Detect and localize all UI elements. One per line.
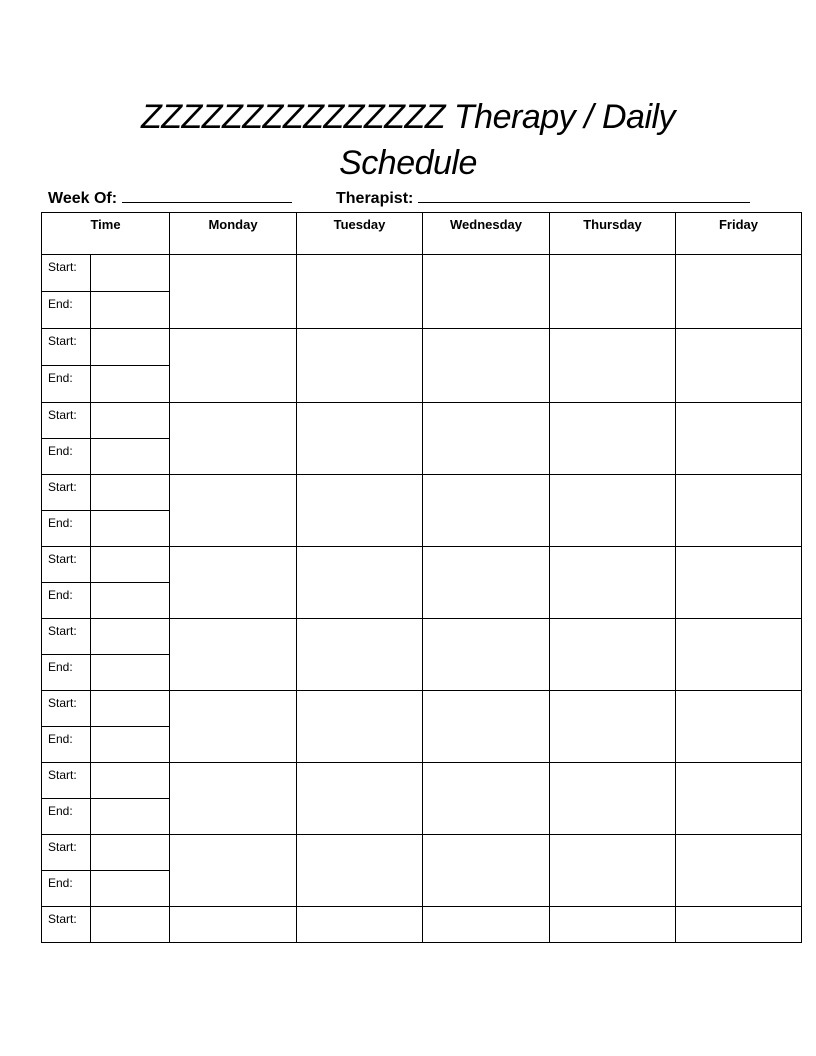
end-label: End:	[42, 292, 91, 329]
tuesday-cell[interactable]	[297, 691, 423, 763]
thursday-cell[interactable]	[550, 255, 676, 329]
monday-cell[interactable]	[170, 835, 297, 907]
wednesday-cell[interactable]	[423, 619, 550, 691]
thursday-cell[interactable]	[550, 329, 676, 403]
table-row	[42, 691, 802, 727]
start-time-cell[interactable]	[91, 255, 170, 292]
title-line-1: ZZZZZZZZZZZZZZZ Therapy / Daily	[140, 98, 676, 136]
therapist-label: Therapist:	[336, 190, 414, 207]
schedule-table	[41, 212, 802, 943]
wednesday-cell[interactable]	[423, 835, 550, 907]
end-time-cell[interactable]	[91, 655, 170, 691]
table-row	[42, 763, 802, 799]
monday-cell[interactable]	[170, 255, 297, 329]
monday-cell[interactable]	[170, 691, 297, 763]
friday-cell[interactable]	[676, 619, 802, 691]
monday-cell[interactable]	[170, 329, 297, 403]
end-time-cell[interactable]	[91, 366, 170, 403]
page-title	[100, 94, 716, 186]
thursday-cell[interactable]	[550, 907, 676, 943]
friday-cell[interactable]	[676, 475, 802, 547]
start-time-cell[interactable]	[91, 475, 170, 511]
therapist-field	[336, 188, 750, 208]
start-label: Start:	[42, 547, 91, 583]
start-label: Start:	[42, 907, 91, 943]
wednesday-cell[interactable]	[423, 691, 550, 763]
end-time-cell[interactable]	[91, 439, 170, 475]
wednesday-cell[interactable]	[423, 907, 550, 943]
col-header-tuesday: Tuesday	[297, 213, 423, 255]
start-time-cell[interactable]	[91, 763, 170, 799]
start-label: Start:	[42, 403, 91, 439]
wednesday-cell[interactable]	[423, 763, 550, 835]
monday-cell[interactable]	[170, 547, 297, 619]
table-row	[42, 619, 802, 655]
week-of-field	[48, 188, 292, 208]
thursday-cell[interactable]	[550, 691, 676, 763]
tuesday-cell[interactable]	[297, 547, 423, 619]
thursday-cell[interactable]	[550, 403, 676, 475]
start-label: Start:	[42, 619, 91, 655]
end-label: End:	[42, 727, 91, 763]
start-label: Start:	[42, 329, 91, 366]
end-label: End:	[42, 799, 91, 835]
friday-cell[interactable]	[676, 403, 802, 475]
start-label: Start:	[42, 691, 91, 727]
table-row	[42, 835, 802, 871]
start-time-cell[interactable]	[91, 907, 170, 943]
monday-cell[interactable]	[170, 763, 297, 835]
tuesday-cell[interactable]	[297, 619, 423, 691]
table-row	[42, 475, 802, 511]
wednesday-cell[interactable]	[423, 475, 550, 547]
wednesday-cell[interactable]	[423, 329, 550, 403]
tuesday-cell[interactable]	[297, 403, 423, 475]
end-time-cell[interactable]	[91, 583, 170, 619]
col-header-wednesday: Wednesday	[423, 213, 550, 255]
end-time-cell[interactable]	[91, 292, 170, 329]
thursday-cell[interactable]	[550, 835, 676, 907]
end-time-cell[interactable]	[91, 799, 170, 835]
wednesday-cell[interactable]	[423, 255, 550, 329]
end-label: End:	[42, 366, 91, 403]
start-label: Start:	[42, 763, 91, 799]
col-header-monday: Monday	[170, 213, 297, 255]
start-label: Start:	[42, 835, 91, 871]
col-header-time: Time	[42, 213, 170, 255]
monday-cell[interactable]	[170, 907, 297, 943]
table-row	[42, 403, 802, 439]
start-time-cell[interactable]	[91, 691, 170, 727]
tuesday-cell[interactable]	[297, 255, 423, 329]
end-label: End:	[42, 871, 91, 907]
monday-cell[interactable]	[170, 403, 297, 475]
week-of-blank[interactable]	[122, 188, 292, 203]
week-of-label: Week Of:	[48, 190, 118, 207]
thursday-cell[interactable]	[550, 619, 676, 691]
start-label: Start:	[42, 255, 91, 292]
therapist-blank[interactable]	[418, 188, 750, 203]
end-label: End:	[42, 583, 91, 619]
friday-cell[interactable]	[676, 835, 802, 907]
start-time-cell[interactable]	[91, 403, 170, 439]
end-label: End:	[42, 439, 91, 475]
friday-cell[interactable]	[676, 907, 802, 943]
tuesday-cell[interactable]	[297, 907, 423, 943]
title-line-2: Schedule	[339, 144, 477, 182]
table-row	[42, 547, 802, 583]
tuesday-cell[interactable]	[297, 475, 423, 547]
tuesday-cell[interactable]	[297, 763, 423, 835]
thursday-cell[interactable]	[550, 475, 676, 547]
friday-cell[interactable]	[676, 329, 802, 403]
friday-cell[interactable]	[676, 691, 802, 763]
friday-cell[interactable]	[676, 763, 802, 835]
wednesday-cell[interactable]	[423, 403, 550, 475]
wednesday-cell[interactable]	[423, 547, 550, 619]
end-time-cell[interactable]	[91, 727, 170, 763]
table-row	[42, 907, 802, 943]
tuesday-cell[interactable]	[297, 329, 423, 403]
monday-cell[interactable]	[170, 619, 297, 691]
start-time-cell[interactable]	[91, 329, 170, 366]
col-header-friday: Friday	[676, 213, 802, 255]
end-time-cell[interactable]	[91, 871, 170, 907]
thursday-cell[interactable]	[550, 547, 676, 619]
table-row	[42, 329, 802, 366]
start-time-cell[interactable]	[91, 619, 170, 655]
tuesday-cell[interactable]	[297, 835, 423, 907]
friday-cell[interactable]	[676, 547, 802, 619]
start-label: Start:	[42, 475, 91, 511]
header-fields	[48, 188, 768, 212]
start-time-cell[interactable]	[91, 547, 170, 583]
end-label: End:	[42, 655, 91, 691]
monday-cell[interactable]	[170, 475, 297, 547]
thursday-cell[interactable]	[550, 763, 676, 835]
start-time-cell[interactable]	[91, 835, 170, 871]
col-header-thursday: Thursday	[550, 213, 676, 255]
end-time-cell[interactable]	[91, 511, 170, 547]
end-label: End:	[42, 511, 91, 547]
friday-cell[interactable]	[676, 255, 802, 329]
header-row	[42, 213, 802, 255]
table-row	[42, 255, 802, 292]
